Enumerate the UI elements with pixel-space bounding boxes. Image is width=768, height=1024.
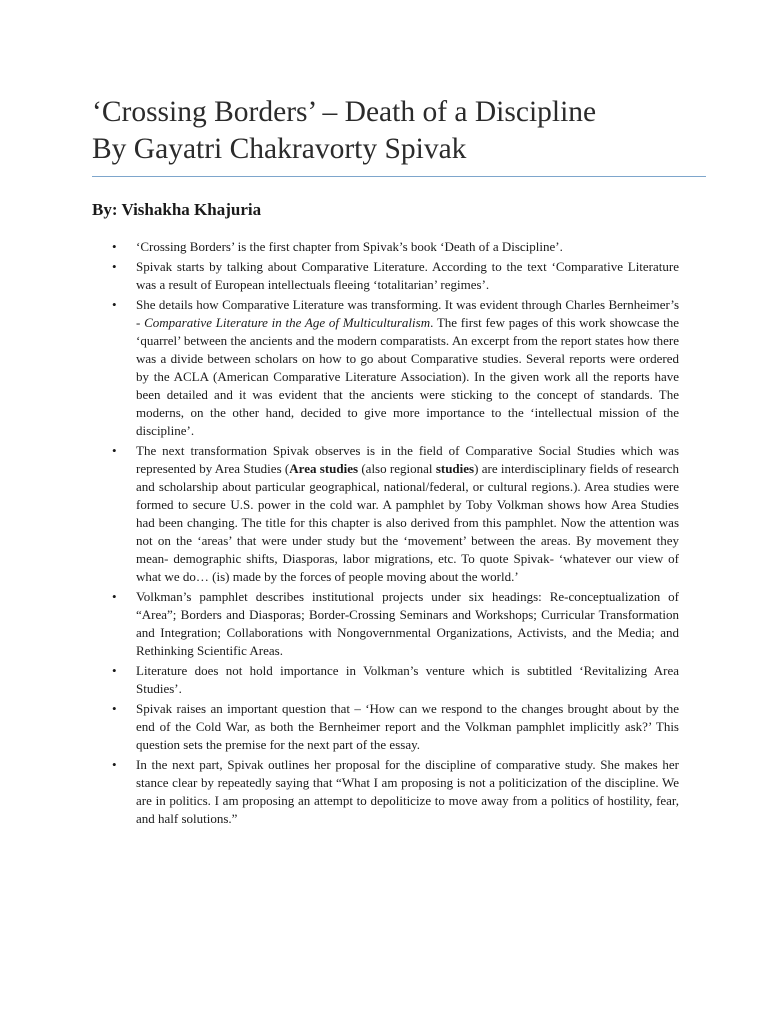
text-run: Spivak raises an important question that – ‘How can we respond to the changes brought about by the end of the Cold War, as both the Bernheimer report and the Volkman pamphlet implicitly ask?’ This question sets the premise for the next part of the essay. — [136, 701, 679, 752]
bullet-text — [136, 239, 563, 254]
bullet-dot-icon: • — [112, 701, 117, 716]
bullet-item — [92, 662, 679, 698]
title-line-1: ‘Crossing Borders’ – Death of a Discipline — [92, 96, 597, 128]
text-run: Literature does not hold importance in Volkman’s venture which is subtitled ‘Revitalizing Area Studies’. — [136, 663, 679, 696]
text-run: Spivak starts by talking about Comparative Literature. According to the text ‘Comparative Literature was a result of European intellectuals fleeing ‘totalitarian’ regimes’. — [136, 259, 679, 292]
document-title — [92, 94, 722, 168]
text-run: The next transformation Spivak observes is in the field of Comparative Social Studies which was represented by Area Studies ( — [136, 443, 679, 476]
bullet-text — [136, 757, 679, 826]
author-byline: By: Vishakha Khajuria — [92, 200, 262, 219]
bullet-dot-icon: • — [112, 589, 117, 604]
bullet-text — [136, 589, 679, 658]
text-run: Volkman’s pamphlet describes institutional projects under six headings: Re-conceptualization of “Area”; Borders and Diasporas; Border-Crossing Seminars and Workshops; Curricular Transformation and Integration; Collaborations with Nongovernmental Organizations, Activists, and the Media; and Rethinking Scientific Areas. — [136, 589, 679, 658]
bullet-dot-icon: • — [112, 259, 117, 274]
bullet-item — [92, 238, 679, 256]
bullet-item — [92, 296, 679, 440]
text-run: ‘Crossing Borders’ is the first chapter from Spivak’s book ‘Death of a Discipline’. — [136, 239, 563, 254]
text-run: . The first few pages of this work showcase the ‘quarrel’ between the ancients and the modern comparatists. An excerpt from the report states how there was a divide between scholars on how to go about Comparative studies. Several reports were ordered by the ACLA (American Comparative Literature Association). In the given work all the reports have been detailed and it was evident that the ancients were sticking to the concept of standards. The moderns, on the other hand, decided to give more importance to the ‘intellectual mission of the discipline’. — [136, 315, 680, 438]
bullet-item — [92, 700, 679, 754]
bullet-text — [136, 297, 679, 438]
bullet-dot-icon: • — [112, 757, 117, 772]
bullet-dot-icon: • — [112, 663, 117, 678]
text-run: She details how Comparative Literature was transforming. It was evident through Charles Bernheimer’s - — [136, 297, 679, 330]
italic-title: Comparative Literature in the Age of Multiculturalism — [144, 315, 431, 330]
bold-term: studies — [435, 461, 475, 476]
bullet-item — [92, 442, 679, 586]
bullet-text — [136, 443, 679, 584]
bold-term: Area studies — [289, 461, 359, 476]
bullet-item — [92, 756, 679, 828]
bullet-list — [92, 238, 679, 830]
title-divider — [92, 176, 706, 177]
bullet-item — [92, 258, 679, 294]
bullet-item — [92, 588, 679, 660]
bullet-dot-icon: • — [112, 297, 117, 312]
bullet-dot-icon: • — [112, 239, 117, 254]
bullet-dot-icon: • — [112, 443, 117, 458]
text-run: In the next part, Spivak outlines her proposal for the discipline of comparative study. She makes her stance clear by repeatedly saying that “What I am proposing is not a politicization of the discipline. We are in politics. I am proposing an attempt to depoliticize to move away from a politics of hostility, fear, and half solutions.” — [136, 757, 679, 826]
title-line-2: By Gayatri Chakravorty Spivak — [92, 133, 467, 165]
text-run: (also regional — [358, 461, 436, 476]
bullet-text — [136, 663, 679, 696]
bullet-text — [136, 701, 679, 752]
text-run: ) are interdisciplinary fields of research and scholarship about particular geographical, national/federal, or cultural regions.). Area studies were formed to secure U.S. power in the cold war. A pamphlet by Toby Volkman shows how Area Studies had been changing. The title for this chapter is also derived from this pamphlet. Now the attention was not on the ‘areas’ that were under study but the ‘movement’ between the areas. By movement they mean- demographic shifts, Diasporas, labor migrations, etc. To quote Spivak- ‘whatever our view of what we do… (is) made by the forces of people moving about the world.’ — [136, 461, 680, 584]
bullet-text — [136, 259, 679, 292]
